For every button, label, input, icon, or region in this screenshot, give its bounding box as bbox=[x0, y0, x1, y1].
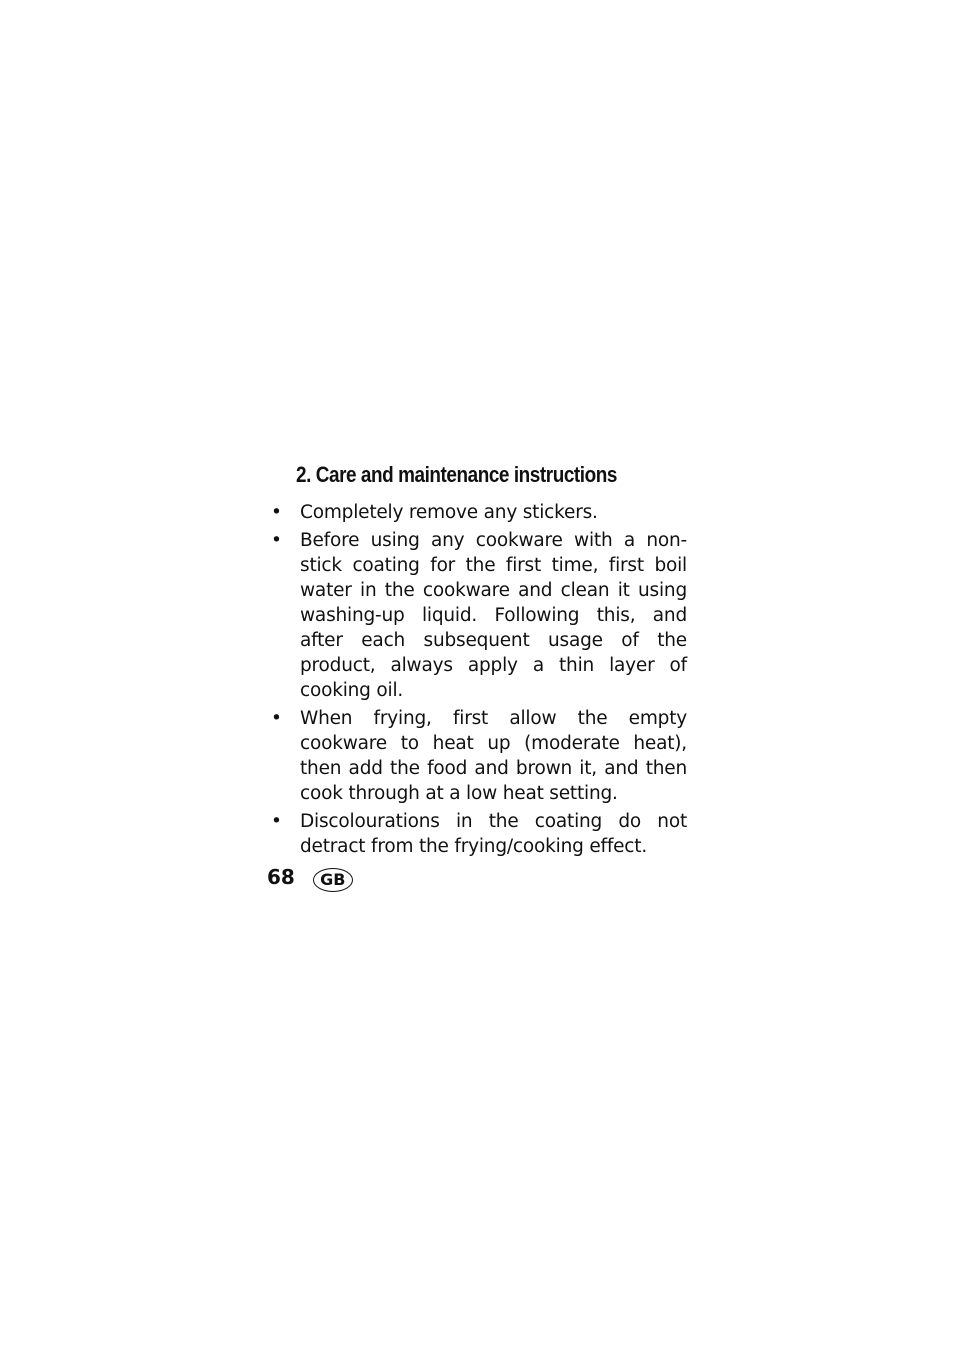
section-heading: 2. Care and maintenance instructions bbox=[296, 462, 617, 487]
page-footer bbox=[267, 862, 353, 892]
list-item bbox=[267, 528, 687, 703]
list-item-text: Before using any cookware with a non-stick coating for the first time, first boil water in the cookware and clean it using washing-up liquid. Following this, and after each subsequent usage of the product, always apply a thin layer of cooking oil. bbox=[300, 530, 687, 701]
list-item bbox=[267, 500, 687, 525]
bullet-icon: • bbox=[271, 502, 282, 523]
list-item bbox=[267, 809, 687, 859]
list-item-text: When frying, first allow the empty cookware to heat up (moderate heat), then add the food and brown it, and then cook through at a low heat setting. bbox=[300, 708, 687, 804]
page-number: 68 bbox=[267, 865, 295, 889]
list-item-text: Completely remove any stickers. bbox=[300, 502, 598, 523]
list-item bbox=[267, 706, 687, 806]
language-badge: GB bbox=[313, 868, 353, 892]
bullet-icon: • bbox=[271, 530, 282, 551]
list-item-text: Discolourations in the coating do not detract from the frying/cooking effect. bbox=[300, 811, 687, 857]
bullet-icon: • bbox=[271, 811, 282, 832]
instruction-list bbox=[267, 500, 687, 859]
instructions-section bbox=[267, 458, 687, 862]
bullet-icon: • bbox=[271, 708, 282, 729]
